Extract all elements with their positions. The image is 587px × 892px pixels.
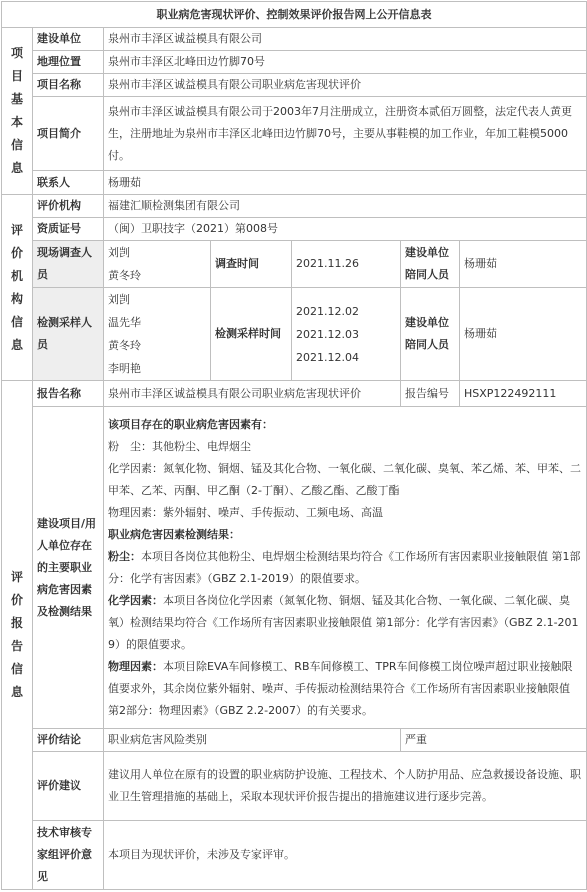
disclosure-table	[1, 1, 587, 890]
hazards-label: 建设项目/用人单位存在的主要职业病危害因素及检测结果	[33, 407, 104, 729]
dust-result: 粉尘：本项目各岗位其他粉尘、电焊烟尘检测结果均符合《工作场所有害因素职业接触限值 第1部分：化学有害因素》（GBZ 2.1-2019）的限值要求。	[108, 549, 581, 585]
contact-value: 杨珊茹	[104, 171, 587, 195]
section-project-info: 项目基本信息	[2, 28, 33, 195]
hazards-heading: 该项目存在的职业病危害因素有：	[108, 417, 273, 431]
physical-result: 物理因素：本项目除EVA车间修模工、RB车间修模工、TPR车间修模工岗位噪声超过职业接触限值要求外，其余岗位紫外辐射、噪声、手传振动检测结果符合《工作场所有害因素职业接触限值 第2部分：物理因素》（GBZ 2.2-2007）的有关要求。	[108, 659, 573, 717]
page-title: 职业病危害现状评价、控制效果评价报告网上公开信息表	[2, 2, 587, 28]
physical-factors: 物理因素：紫外辐射、噪声、手传振动、工频电场、高温	[108, 505, 383, 519]
sampling-accompany-label: 建设单位陪同人员	[401, 288, 460, 381]
unit-value: 泉州市丰泽区诚益模具有限公司	[104, 28, 587, 51]
unit-label: 建设单位	[33, 28, 104, 51]
agency-label: 评价机构	[33, 195, 104, 218]
project-intro-value: 泉州市丰泽区诚益模具有限公司于2003年7月注册成立，注册资本贰佰万圆整，法定代表人黄更生，注册地址为泉州市丰泽区北峰田边竹脚70号，主要从事鞋模的加工作业，年加工鞋模5000付。	[104, 97, 587, 171]
survey-staff-label: 现场调查人员	[33, 241, 104, 288]
project-intro-label: 项目简介	[33, 97, 104, 171]
survey-person: 黄冬玲	[108, 269, 141, 282]
survey-person: 刘剀	[108, 246, 130, 259]
expert-opinion-label: 技术审核专家组评价意见	[33, 821, 104, 890]
risk-category-value: 严重	[401, 729, 587, 752]
location-label: 地理位置	[33, 51, 104, 74]
dust-factors: 粉 尘：其他粉尘、电焊烟尘	[108, 439, 251, 453]
advice-label: 评价建议	[33, 752, 104, 821]
sampling-staff-label: 检测采样人员	[33, 288, 104, 381]
advice-value: 建议用人单位在原有的设置的职业病防护设施、工程技术、个人防护用品、应急救援设备设施、职业卫生管理措施的基础上，采取本现状评价报告提出的措施建议进行逐步完善。	[104, 752, 587, 821]
location-value: 泉州市丰泽区北峰田边竹脚70号	[104, 51, 587, 74]
sampling-date: 2021.12.03	[296, 327, 359, 341]
hazards-detail	[104, 407, 587, 729]
survey-time-label: 调查时间	[211, 241, 292, 288]
sampling-date: 2021.12.02	[296, 304, 359, 318]
section-report-info: 评价报告信息	[2, 381, 33, 890]
cert-label: 资质证号	[33, 218, 104, 241]
section-org-info: 评价机构信息	[2, 195, 33, 381]
chemical-factors: 化学因素：氮氧化物、铜烟、锰及其化合物、一氧化碳、二氧化碳、臭氧、苯乙烯、苯、甲苯、二甲苯、乙苯、丙酮、甲乙酮（2-丁酮）、乙酸乙酯、乙酸丁酯	[108, 461, 581, 497]
survey-staff-list	[104, 241, 211, 288]
agency-value: 福建汇顺检测集团有限公司	[104, 195, 587, 218]
expert-opinion-value: 本项目为现状评价，未涉及专家评审。	[104, 821, 587, 890]
risk-category-label: 职业病危害风险类别	[104, 729, 401, 752]
report-no-value: HSXP122492111	[460, 381, 587, 407]
report-name-label: 报告名称	[33, 381, 104, 407]
conclusion-label: 评价结论	[33, 729, 104, 752]
contact-label: 联系人	[33, 171, 104, 195]
report-no-label: 报告编号	[401, 381, 460, 407]
cert-value: （闽）卫职技字（2021）第008号	[104, 218, 587, 241]
chemical-result: 化学因素：本项目各岗位化学因素（氮氧化物、铜烟、锰及其化合物、一氧化碳、二氧化碳、臭氧）检测结果均符合《工作场所有害因素职业接触限值 第1部分：化学有害因素》（GBZ 2.1-2019）的限值要求。	[108, 593, 579, 651]
survey-accompany-label: 建设单位陪同人员	[401, 241, 460, 288]
sampling-person: 刘剀	[108, 293, 130, 306]
sampling-time-list	[292, 288, 401, 381]
sampling-accompany-value: 杨珊茹	[460, 288, 587, 381]
survey-accompany-value: 杨珊茹	[460, 241, 587, 288]
project-name-value: 泉州市丰泽区诚益模具有限公司职业病危害现状评价	[104, 74, 587, 97]
sampling-time-label: 检测采样时间	[211, 288, 292, 381]
survey-time-value: 2021.11.26	[292, 241, 401, 288]
sampling-staff-list	[104, 288, 211, 381]
project-name-label: 项目名称	[33, 74, 104, 97]
report-name-value: 泉州市丰泽区诚益模具有限公司职业病危害现状评价	[104, 381, 401, 407]
sampling-date: 2021.12.04	[296, 350, 359, 364]
results-heading: 职业病危害因素检测结果：	[108, 527, 240, 541]
sampling-person: 黄冬玲	[108, 339, 141, 352]
sampling-person: 李明艳	[108, 362, 141, 375]
sampling-person: 温先华	[108, 316, 141, 329]
